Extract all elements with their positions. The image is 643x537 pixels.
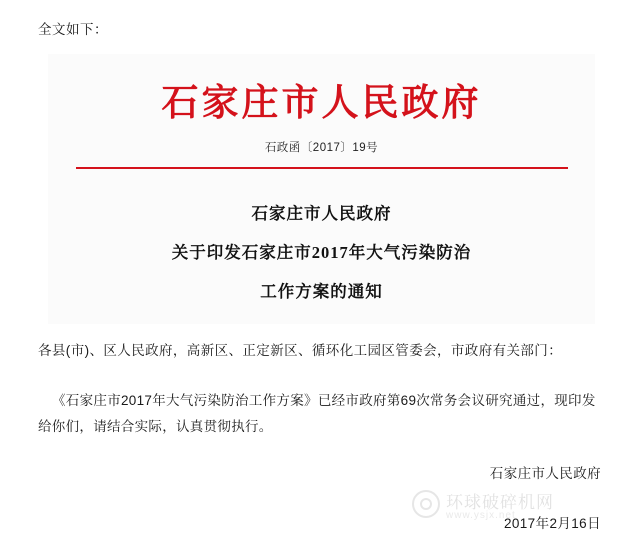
document-body [38, 340, 608, 440]
intro-label: 全文如下： [38, 22, 108, 37]
body-paragraph [38, 388, 608, 441]
watermark-sub-text: www.ysjx.net [446, 510, 516, 521]
document-header-title: 石家庄市人民政府 [161, 83, 482, 124]
document-date: 2017年2月16日 [503, 516, 601, 531]
circle-logo-icon [412, 490, 440, 518]
salutation-line: 各县(市)、区人民政府，高新区、正定新区、循环化工园区管委会，市政府有关部门： [38, 343, 563, 358]
document-subject-block [48, 195, 595, 311]
document-number: 石政函〔2017〕19号 [264, 141, 379, 154]
subject-line-2: 关于印发石家庄市2017年大气污染防治 [171, 242, 472, 262]
watermark-main-text: 环球破碎机网 [446, 493, 554, 512]
subject-line-3: 工作方案的通知 [260, 281, 383, 301]
red-divider-rule [76, 167, 568, 170]
body-paragraph-text: 《石家庄市2017年大气污染防治工作方案》已经市政府第69次常务会议研究通过，现印发给你们，请结合实际，认真贯彻执行。 [38, 392, 596, 434]
signature-line: 石家庄市人民政府 [489, 466, 601, 481]
subject-line-1: 石家庄市人民政府 [251, 204, 392, 224]
official-document-card [48, 54, 595, 324]
